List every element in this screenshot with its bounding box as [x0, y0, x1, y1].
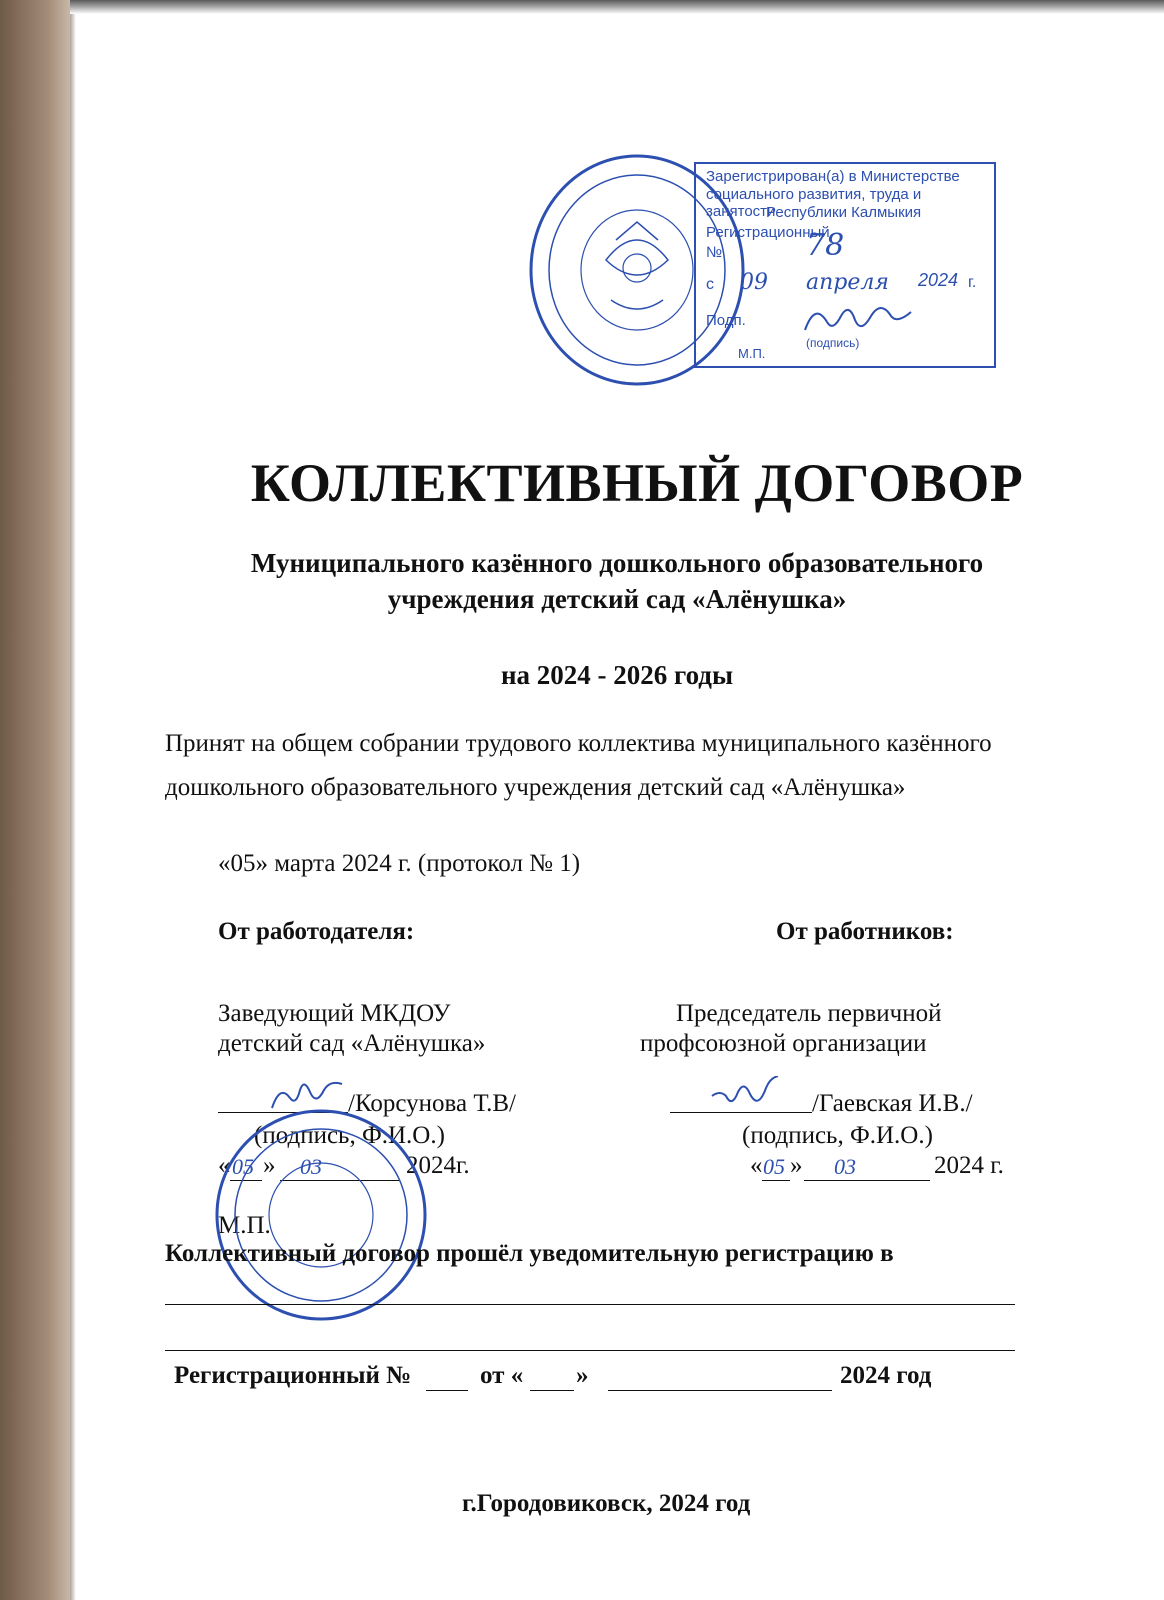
employees-signature-hint: (подпись, Ф.И.О.) — [742, 1122, 933, 1149]
employer-date-month: 03 — [300, 1154, 322, 1179]
employer-date-year: 2024г. — [406, 1152, 470, 1179]
city-year: г.Городовиковск, 2024 год — [462, 1490, 751, 1517]
registration-month-blank — [608, 1390, 832, 1391]
employer-heading: От работодателя: — [218, 918, 415, 945]
stamp-date-year: 2024 — [918, 270, 959, 290]
employer-date-day: 05 — [232, 1154, 254, 1179]
adopted-line2: дошкольного образовательного учреждения детский сад «Алёнушка» — [165, 774, 906, 801]
kindergarten-round-seal-icon — [210, 1104, 432, 1326]
employees-date-month: 03 — [834, 1154, 856, 1179]
employees-date-month-line — [804, 1180, 930, 1181]
stamp-mp: М.П. — [738, 346, 766, 361]
stamp-date-label: с — [706, 276, 714, 293]
stamp-sign-label: Подп. — [706, 312, 746, 329]
employees-date-close: » — [790, 1152, 803, 1179]
employer-date-open: « — [218, 1152, 231, 1179]
employer-position-line1: Заведующий МКДОУ — [218, 1000, 451, 1027]
subtitle-line1: Муниципального казённого дошкольного образовательного — [250, 548, 984, 578]
stamp-num-value: 78 — [806, 228, 845, 263]
page-title: КОЛЛЕКТИВНЫЙ ДОГОВОР — [250, 453, 1024, 513]
employees-date-year: 2024 г. — [934, 1152, 1004, 1179]
stamp-line1: Зарегистрирован(а) в Министерстве — [706, 168, 960, 185]
registration-from-label: от « — [480, 1362, 524, 1389]
stamp-sign-hint: (подпись) — [806, 336, 860, 350]
registration-day-blank — [530, 1390, 574, 1391]
employer-signature-hint: (подпись, Ф.И.О.) — [254, 1122, 445, 1149]
stamp-date-suffix: г. — [968, 274, 977, 291]
employer-signature-name: /Корсунова Т.В/ — [348, 1090, 516, 1117]
employer-date-close: » — [263, 1152, 276, 1179]
adopted-line1: Принят на общем собрании трудового коллектива муниципального казённого — [165, 730, 992, 757]
employees-date-day-line — [762, 1180, 790, 1181]
binding-edge — [0, 0, 70, 1600]
protocol-line: «05» марта 2024 г. (протокол № 1) — [218, 850, 581, 877]
registration-blank-line2 — [165, 1350, 1015, 1351]
registration-blank-line1 — [165, 1304, 1015, 1305]
registration-stamp — [694, 162, 996, 368]
employees-signature-icon — [706, 1076, 786, 1116]
stamp-date-month: апреля — [806, 270, 889, 295]
registration-year: 2024 год — [840, 1362, 932, 1389]
employees-date-day: 05 — [763, 1154, 785, 1179]
registration-notice: Коллективный договор прошёл уведомительную регистрацию в — [165, 1240, 894, 1267]
stamp-reg-label: Регистрационный — [706, 224, 830, 241]
stamp-line3: Республики Калмыкия — [766, 204, 922, 221]
stamp-line2: социального развития, труда и занятости — [706, 186, 922, 220]
registration-number-label: Регистрационный № — [174, 1362, 412, 1389]
employer-position-line2: детский сад «Алёнушка» — [218, 1030, 486, 1057]
stamp-signature-icon — [800, 300, 920, 340]
contract-years: на 2024 - 2026 годы — [500, 660, 734, 690]
stamp-num-label: № — [706, 244, 723, 261]
registration-number-blank — [426, 1390, 468, 1391]
stamp-date-day: 09 — [740, 270, 768, 295]
employees-date-open: « — [750, 1152, 763, 1179]
employees-signature-name: /Гаевская И.В./ — [812, 1090, 973, 1117]
subtitle-line2: учреждения детский сад «Алёнушка» — [387, 584, 847, 614]
registration-close-quote: » — [576, 1362, 589, 1389]
scan-top-edge — [70, 0, 1164, 14]
employees-position-line2: профсоюзной организации — [640, 1030, 927, 1057]
employees-heading: От работников: — [776, 918, 954, 945]
employees-position-line1: Председатель первичной — [676, 1000, 942, 1027]
employer-mp: М.П. — [218, 1212, 271, 1239]
